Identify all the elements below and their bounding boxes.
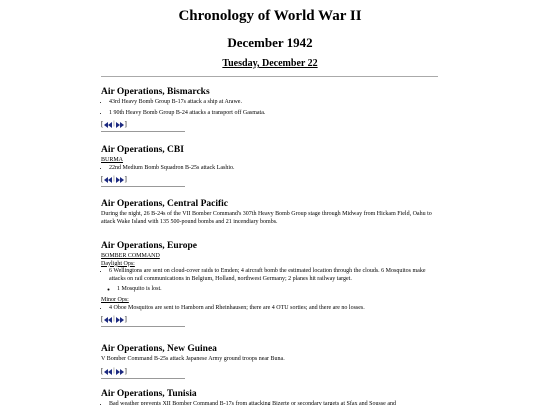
page-title: Chronology of World War II <box>178 8 362 24</box>
date-heading: Tuesday, December 22 <box>222 58 318 69</box>
list-item: • 4 Oboe Mosquitos are sent to Hamborn and Rheinhausen; there are 4 OTU sorties; and there are no losses. <box>109 305 441 313</box>
section-new-guinea <box>101 344 441 379</box>
double-left-arrow-icon[interactable] <box>104 369 112 375</box>
section-nav: [ | ] <box>101 120 127 129</box>
page-subtitle-month: December 1942 <box>227 35 313 50</box>
subheading-burma: BURMA <box>101 157 124 163</box>
section-tunisia <box>101 389 441 405</box>
double-left-arrow-icon[interactable] <box>104 122 112 128</box>
subheading-minor-ops: Minor Ops: <box>101 296 129 303</box>
section-bismarcks <box>101 87 441 132</box>
item-list <box>101 165 441 173</box>
item-list <box>101 305 441 313</box>
divider <box>101 76 438 77</box>
list-item: • 6 Wellingtons are sent on cloud-cover raids to Emden; 4 aircraft bomb the estimated location through the clouds. 6 Mosquitos make attacks on rail communications in Belgium, Holland, northwest Germany; 2 planes hit railway target. <box>109 268 441 283</box>
double-right-arrow-icon[interactable] <box>116 369 124 375</box>
double-right-arrow-icon[interactable] <box>116 177 124 183</box>
paragraph: V Bomber Command B-25s attack Japanese Army ground troops near Buna. <box>101 356 285 362</box>
subheading-bomber-command: BOMBER COMMAND <box>101 253 160 259</box>
section-heading: Air Operations, Central Pacific <box>101 199 228 209</box>
double-right-arrow-icon[interactable] <box>116 317 124 323</box>
item-list <box>101 401 441 405</box>
divider <box>101 378 185 379</box>
paragraph: During the night, 26 B-24s of the VII Bomber Command's 307th Heavy Bomb Group stage through Midway from Hickam Field, Oahu to attack Wake Island with 135 500-pound bombs and 21 incendiary bombs. <box>101 211 432 225</box>
section-heading: Air Operations, Europe <box>101 241 197 251</box>
subheading-daylight-ops: Daylight Ops: <box>101 260 135 267</box>
section-nav: [ | ] <box>101 175 127 184</box>
section-central-pacific <box>101 199 441 226</box>
divider <box>101 326 185 327</box>
double-left-arrow-icon[interactable] <box>104 317 112 323</box>
section-heading: Air Operations, Tunisia <box>101 389 197 399</box>
divider <box>101 131 185 132</box>
section-cbi <box>101 145 441 187</box>
item-list <box>101 99 441 117</box>
double-right-arrow-icon[interactable] <box>116 122 124 128</box>
section-heading: Air Operations, Bismarcks <box>101 87 210 97</box>
section-nav: [ | ] <box>101 315 127 324</box>
list-item: • Bad weather prevents XII Bomber Command B-17s from attacking Bizerte or secondary targets at Sfax and Sousse and <box>109 401 441 405</box>
list-item: • 22nd Medium Bomb Squadron B-25s attack Lashio. <box>109 165 441 173</box>
double-left-arrow-icon[interactable] <box>104 177 112 183</box>
item-list <box>101 268 441 283</box>
section-heading: Air Operations, New Guinea <box>101 344 217 354</box>
section-nav: [ | ] <box>101 366 127 375</box>
list-item: • 43rd Heavy Bomb Group B-17s attack a ship at Arawe. <box>109 99 441 107</box>
sub-item-list <box>101 286 441 294</box>
list-item: • 1 90th Heavy Bomb Group B-24 attacks a transport off Gasmata. <box>109 110 441 118</box>
section-heading: Air Operations, CBI <box>101 145 184 155</box>
section-europe <box>101 241 441 327</box>
divider <box>101 186 185 187</box>
list-item: ◦ 1 Mosquito is lost. <box>117 286 441 294</box>
